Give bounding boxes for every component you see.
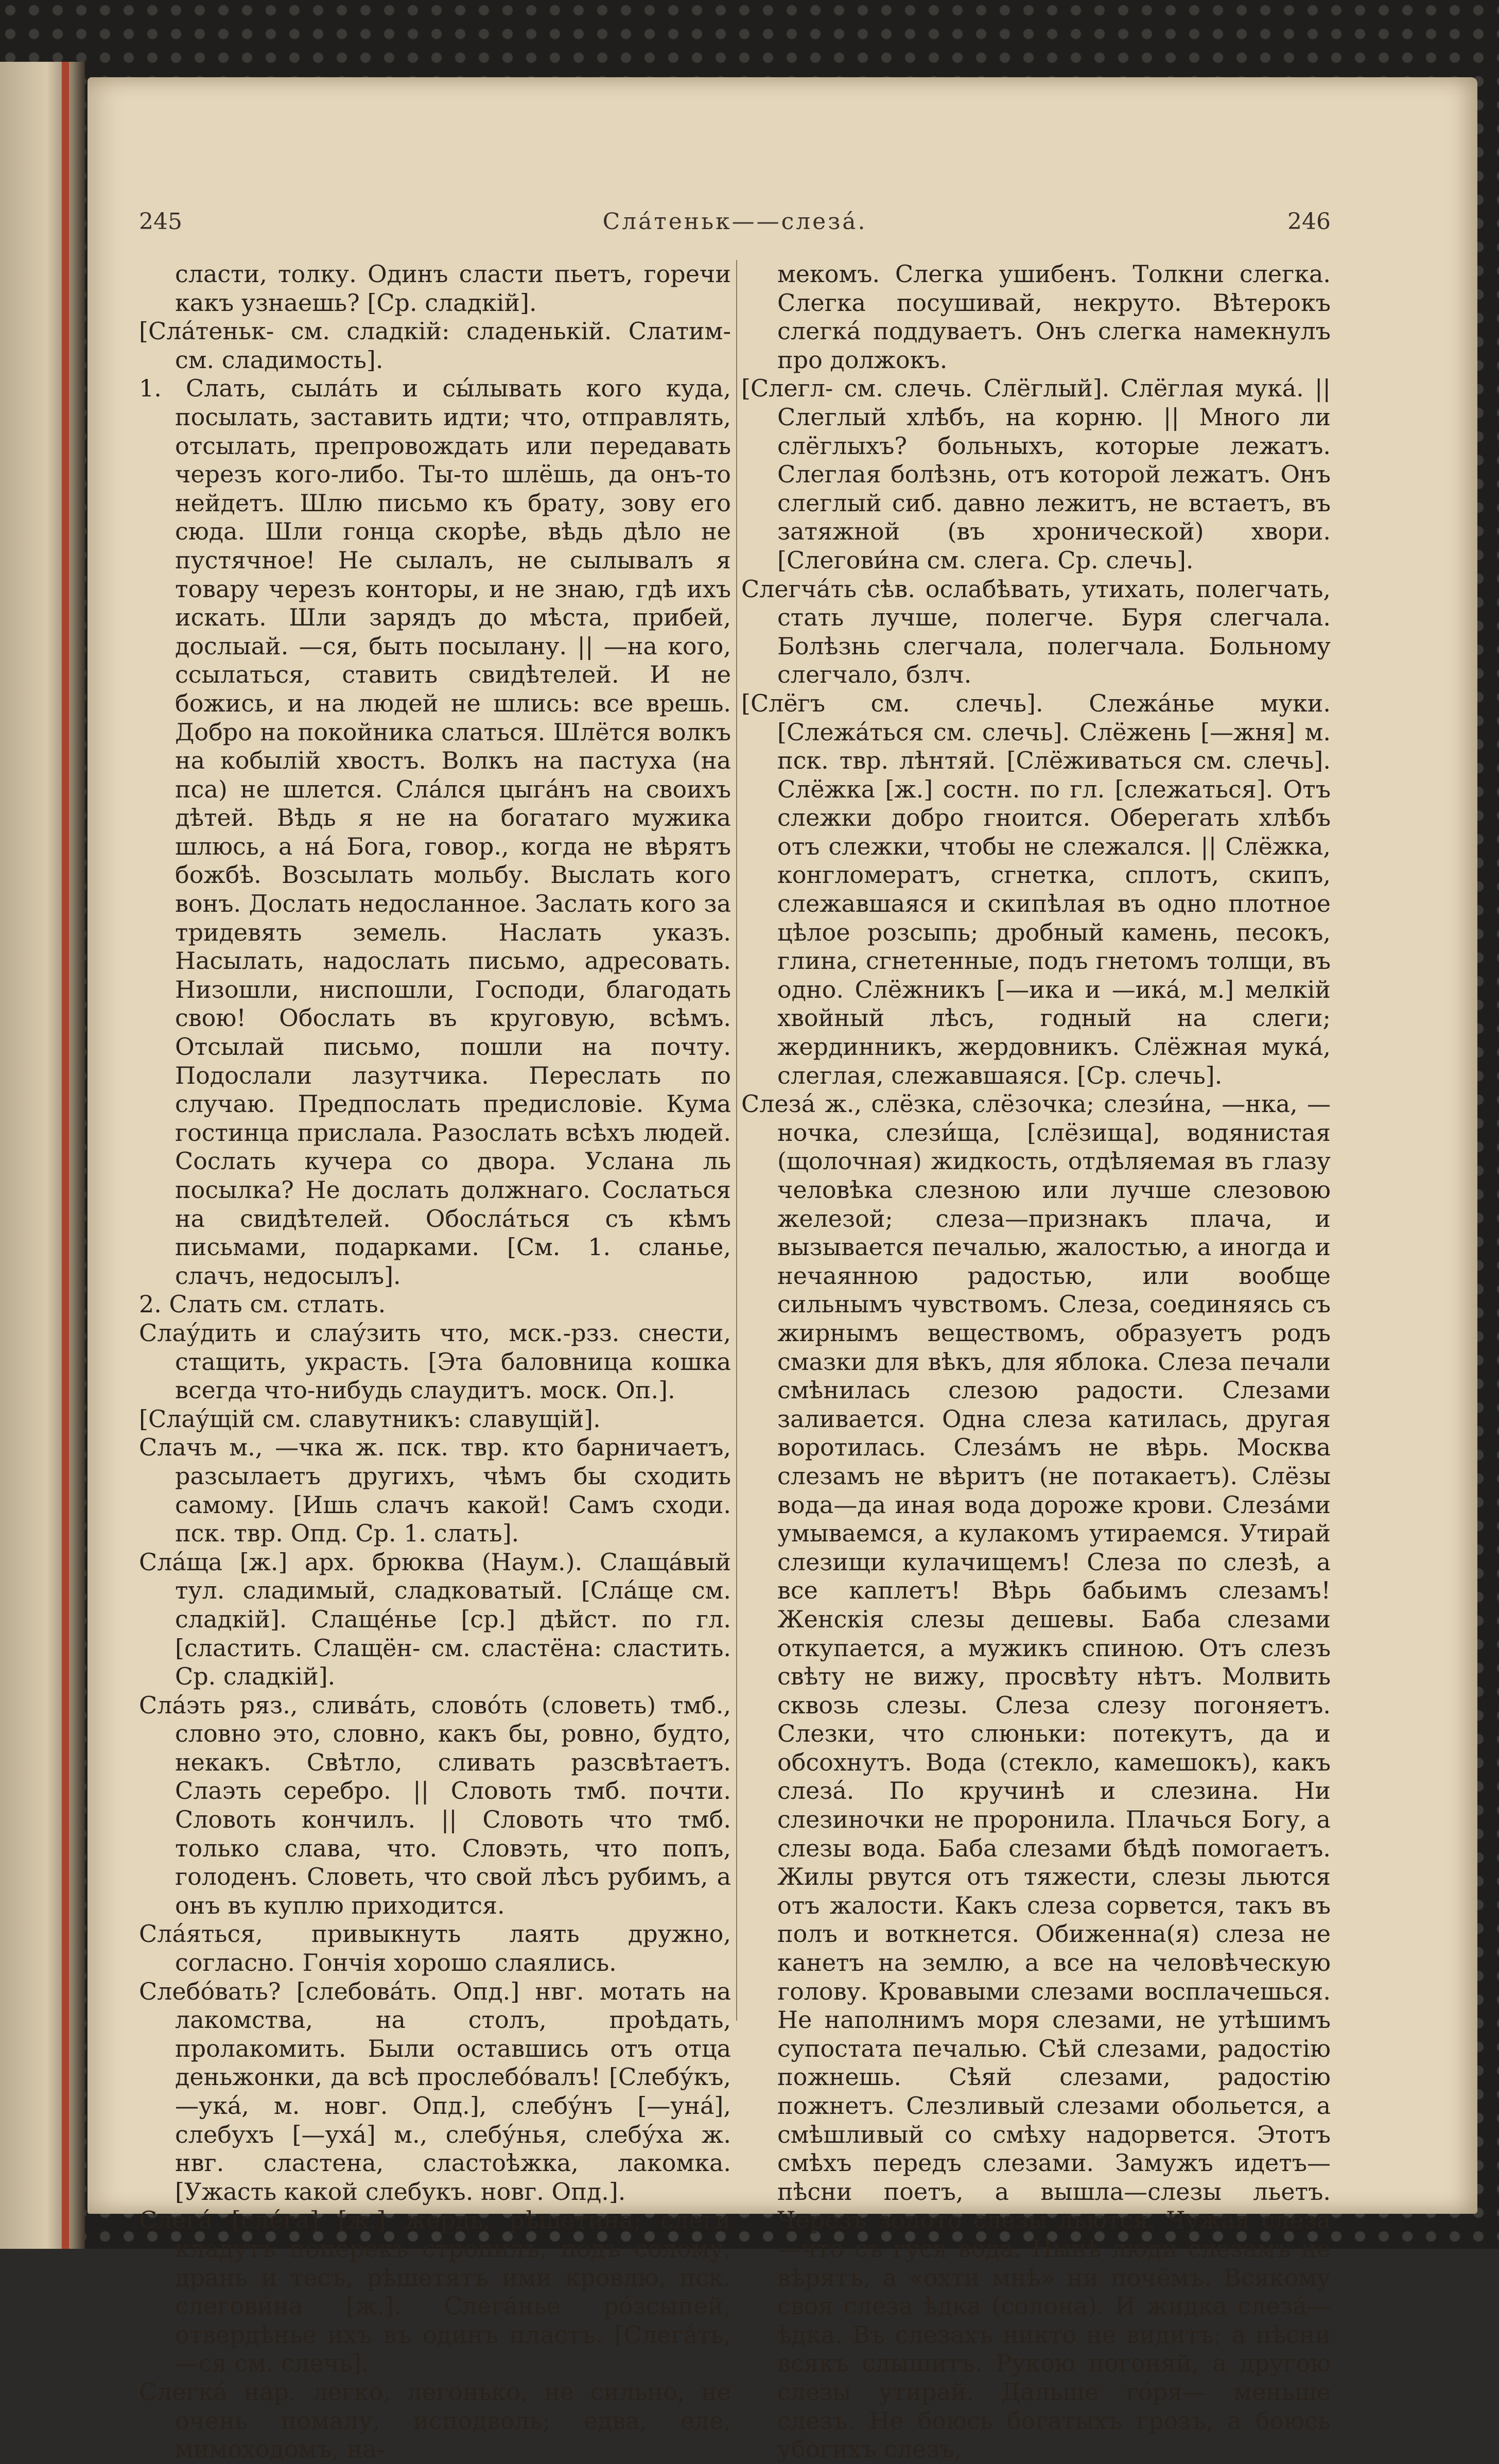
entry-continuation: сласти, толку. Одинъ сласти пьетъ, горечи какъ узнаешь? [Ср. сладкій]. bbox=[175, 260, 731, 317]
dictionary-entry: [Сла́теньк- см. сладкій: сладенькій. Слатим- см. сладимость]. bbox=[139, 317, 731, 374]
dictionary-entry: Сла́эть ряз., слива́ть, слово́ть (словеть) тмб., словно это, словно, какъ бы, ровно, будто, некакъ. Свѣтло, сливать разсвѣтаетъ. Слаэть серебро. || Словоть тмб. почти. Словоть кончилъ. || Словоть что тмб. только слава, что. Словэть, что попъ, голоденъ. Словеть, что свой лѣсъ рубимъ, а онъ въ куплю приходится. bbox=[139, 1691, 731, 1919]
dictionary-entry: 1. Слать, сыла́ть и сы́лывать кого куда, посылать, заставить идти; что, отправлять, отсылать, препровождать или передавать черезъ кого-либо. Ты-то шлёшь, да онъ-то нейдетъ. Шлю письмо къ брату, зову его сюда. Шли гонца скорѣе, вѣдь дѣло не пустячное! Не сылалъ, не сылывалъ я товару черезъ конторы, и не знаю, гдѣ ихъ искать. Шли зарядъ до мѣста, прибей, дослыай. —ся, быть посылану. || —на кого, ссылаться, ставить свидѣтелей. И не божись, и на людей не шлись: все врешь. Добро на покойника слаться. Шлётся волкъ на кобылій хвостъ. Волкъ на пастуха (на пса) не шлется. Сла́лся цыга́нъ на своихъ дѣтей. Вѣдь я не на богатаго мужика шлюсь, а на́ Бога, говор., когда не вѣрятъ божбѣ. Возсылать мольбу. Выслать кого вонъ. Дослать недосланное. Заслать кого за тридевять земель. Наслать указъ. Насылать, надослать письмо, адресовать. Низошли, ниспошли, Господи, благодать свою! Обослать въ круговую, всѣмъ. Отсылай письмо, пошли на почту. Подослали лазутчика. Переслать по случаю. Предпослать предисловіе. Кума гостинца прислала. Разослать всѣхъ людей. Сослать кучера со двора. Услана ль посылка? Не дослать должнаго. Сослаться на свидѣтелей. Обосла́ться съ кѣмъ письмами, подарками. [См. 1. сланье, слачъ, недосылъ]. bbox=[139, 374, 731, 1290]
dictionary-entry: Слебо́вать? [слебова́ть. Опд.] нвг. мотать на лакомства, на столъ, проѣдать, пролакомить. Были оставшись отъ отца деньжонки, да всѣ прослебо́валъ! [Слебу́къ, —ука́, м. новг. Опд.], слебу́нъ [—уна́], слебухъ [—уха́] м., слебу́нья, слебу́ха ж. нвг. сластена, сластоѣжка, лакомка. [Ужасть какой слебукъ. новг. Опд.]. bbox=[139, 1977, 731, 2206]
dictionary-entry: 2. Слать см. стлать. bbox=[139, 1290, 386, 1318]
running-head bbox=[139, 209, 1331, 239]
dictionary-entry: Сла́ща [ж.] арх. брюква (Наум.). Слаща́вый тул. сладимый, сладковатый. [Сла́ще см. сладкій]. Слаще́нье [ср.] дѣйст. по гл. [сластить. Слащён- см. сластёна: сластить. Ср. сладкій]. bbox=[139, 1548, 731, 1691]
right-column bbox=[741, 260, 1331, 2463]
dictionary-entry: [Слау́щій см. славутникъ: славущій]. bbox=[139, 1404, 601, 1433]
dictionary-entry: [Слегл- см. слечь. Слёглый]. Слёглая мука́. || Слеглый хлѣбъ, на корню. || Много ли слёглыхъ? больныхъ, которые лежатъ. Слеглая болѣзнь, отъ которой лежатъ. Онъ слеглый сиб. давно лежитъ, не встаетъ, въ затяжной (въ хронической) хвори. [Слегови́на см. слега. Ср. слечь]. bbox=[741, 374, 1331, 574]
left-column bbox=[139, 260, 731, 2463]
dictionary-entry: Слачъ м., —чка ж. пск. твр. кто барничаетъ, разсылаетъ другихъ, чѣмъ бы сходить самому. [Ишь слачъ какой! Самъ сходи. пск. твр. Опд. Ср. 1. слать]. bbox=[139, 1433, 731, 1548]
dictionary-entry: Сла́яться, привыкнуть лаять дружно, согласно. Гончія хорошо слаялись. bbox=[139, 1920, 731, 1977]
page-number-left: 245 bbox=[139, 209, 182, 235]
dictionary-entry: Слегча́ть сѣв. ослабѣвать, утихать, полегчать, стать лучше, полегче. Буря слегчала. Болѣзнь слегчала, полегчала. Больному слегчало, бзлч. bbox=[741, 575, 1331, 689]
dictionary-entry: Слеза́ ж., слёзка, слёзочка; слези́на, —нка, —ночка, слези́ща, [слёзища], водянистая (щолочная) жидкость, отдѣляемая въ глазу человѣка слезною или лучше слезовою железой; слеза—признакъ плача, и вызывается печалью, жалостью, а иногда и нечаянною радостью, или вообще сильнымъ чувствомъ. Слеза, соединяясь съ жирнымъ веществомъ, образуетъ родъ смазки для вѣкъ, для яблока. Слеза печали смѣнилась слезою радости. Слезами заливается. Одна слеза катилась, другая воротилась. Слеза́мъ не вѣрь. Москва слезамъ не вѣритъ (не потакаетъ). Слёзы вода—да иная вода дороже крови. Слеза́ми умываемся, а кулакомъ утираемся. Утирай слезищи кулачищемъ! Слеза по слезѣ, а все каплетъ! Вѣрь бабьимъ слезамъ! Женскія слезы дешевы. Баба слезами откупается, а мужикъ спиною. Отъ слезъ свѣту не вижу, просвѣту нѣтъ. Молвить сквозь слезы. Слеза слезу погоняетъ. Слезки, что слюньки: потекутъ, да и обсохнутъ. Вода (стекло, камешокъ), какъ слеза́. По кручинѣ и слезина. Ни слезиночки не проронила. Плачься Богу, а слезы вода. Баба слезами бѣдѣ помогаетъ. Жилы рвутся отъ тяжести, слезы льются отъ жалости. Какъ слеза сорвется, такъ въ полъ и воткнется. Обиженна(я) слеза не канетъ на землю, а все на человѣческую голову. Кровавыми слезами восплачешься. Не наполнимъ моря слезами, не утѣшимъ супостата печалью. Сѣй слезами, радостію пожнешь. Сѣяй слезами, радостію пожнетъ. Слезливый слезами обольется, а смѣшливый со смѣху надорвется. Этотъ смѣхъ передъ слезами. Замужъ идетъ—пѣсни поетъ, а вышла—слезы льетъ. Черезъ золото слезы льются. Чужая слеза—что съ гуся вода. Нынѣ люди слезамъ не вѣрятъ, а «охти мнѣ» ни почёмъ. Всякому своя слеза ѣдка (солона). И жидка слеза́—ѣдка. Въ слезахъ никто не видитъ; а пѣсни всякъ слышитъ. Рукою погоняй, а другою слезы утирай. Дальше го́ря— меньше слезъ. Не боюсь богатыхъ грозъ, а боюсь убогихъ слезъ, bbox=[741, 1090, 1331, 2463]
page-title: Сла́теньк——слеза́. bbox=[602, 209, 867, 235]
dictionary-entry: Слегка́ нар. легко, легонько, не сильно, не очень помалу, исподволь; едва, еле, мимоходомъ, на- bbox=[139, 2378, 731, 2463]
book-edge-binding bbox=[62, 62, 69, 2249]
column-divider bbox=[736, 260, 737, 2021]
entry-continuation: мекомъ. Слегка ушибенъ. Толкни слегка. Слегка посушивай, некруто. Вѣтерокъ слегка́ поддуваетъ. Онъ слегка намекнулъ про должокъ. bbox=[777, 260, 1331, 374]
dictionary-entry: Слега́ [сле́га] [ж.] жердь, рѣшетина; слеги кладутъ поперекъ стропилъ, подъ солому, дрань и тесъ, рѣшетятъ ими кровлю, пск. слегови́на [ж.]. Слега́нье ро́зсыпей, отвердѣнье ихъ въ одинъ пластъ. [Слега́ть, —ся см. слечь]. bbox=[139, 2206, 731, 2378]
adjacent-book-edge bbox=[0, 62, 85, 2249]
page-number-right: 246 bbox=[1287, 209, 1331, 235]
dictionary-entry: Слау́дить и слау́зить что, мск.-рзз. снести, стащить, украсть. [Эта баловница кошка всегда что-нибудь слаудитъ. моск. Оп.]. bbox=[139, 1318, 731, 1404]
dictionary-entry: [Слёгъ см. слечь]. Слежа́нье муки. [Слежа́ться см. слечь]. Слёжень [—жня] м. пск. твр. лѣнтяй. [Слёживаться см. слечь]. Слёжка [ж.] состн. по гл. [слежаться]. Отъ слежки добро гноится. Оберегать хлѣбъ отъ слежки, чтобы не слежался. || Слёжка, конгломератъ, сгнетка, сплотъ, скипъ, слежавшаяся и скипѣлая въ одно плотное цѣлое розсыпь; дробный камень, песокъ, глина, сгнетенные, подъ гнетомъ толщи, въ одно. Слёжникъ [—ика и —ика́, м.] мелкій хвойный лѣсъ, годный на слеги; жердинникъ, жердовникъ. Слёжная мука́, слеглая, слежавшаяся. [Ср. слечь]. bbox=[741, 689, 1331, 1089]
